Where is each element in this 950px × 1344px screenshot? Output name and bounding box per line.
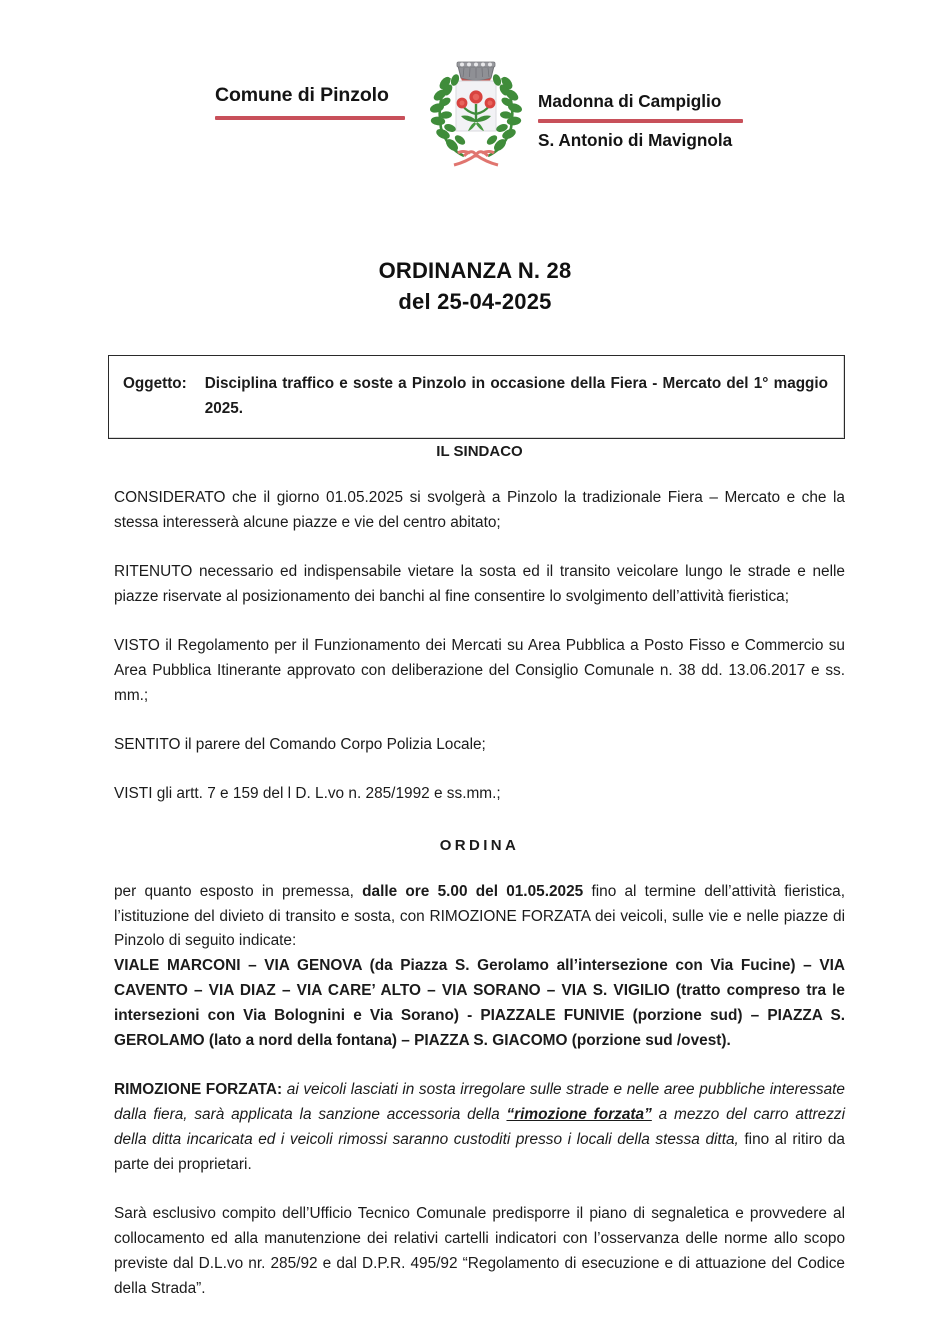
rimozione-part2: a mezzo del carro attrezzi della ditta incaricata ed i veicoli rimossi saranno custoditi presso i locali della stessa ditta,: [114, 1106, 846, 1149]
paragraph-rimozione-forzata: [114, 1078, 845, 1178]
ordina-intro-datetime: dalle ore 5.00 del 01.05.2025: [362, 882, 584, 900]
oggetto-text: Disciplina traffico e soste a Pinzolo in occasione della Fiera - Mercato del 1° maggio 2025.: [204, 375, 828, 417]
paragraph-visto: VISTO il Regolamento per il Funzionamento dei Mercati su Area Pubblica a Posto Fisso e Commercio su Area Pubblica Itinerante approvato con deliberazione del Consiglio Comunale n. 38 dd. 13.06.2017 e ss. mm.;: [114, 636, 845, 704]
coat-of-arms-icon: [414, 52, 538, 174]
rimozione-label: RIMOZIONE FORZATA:: [114, 1081, 283, 1099]
paragraph-sentito: SENTITO il parere del Comando Corpo Polizia Locale;: [114, 735, 486, 753]
rimozione-part3: fino al ritiro da parte dei proprietari.: [114, 1131, 845, 1174]
ordina-intro-part2: fino al termine dell’attività fieristica, l’istituzione del divieto di transito e sosta, con RIMOZIONE FORZATA dei veicoli, sulle vie e nelle piazze di Pinzolo di seguito indicate:: [114, 882, 845, 950]
heading-ordina: ORDINA: [439, 836, 520, 854]
ordinanza-number: ORDINANZA N. 28: [378, 258, 572, 283]
header-right-block: [538, 90, 768, 152]
document-body: [114, 443, 845, 1326]
paragraph-ufficio-tecnico: Sarà esclusivo compito dell’Ufficio Tecnico Comunale predisporre il piano di segnaletica e provvedere al collocamento ed alla manutenzione dei relativi cartelli indicatori con l’osservanza delle norme allo scopo previste dal D.L.vo nr. 285/92 e dal D.P.R. 495/92 “Regolamento di esecuzione e di attuazione del Codice della Strada”.: [114, 1205, 845, 1297]
page-title: [0, 255, 950, 317]
header-right-red-rule: [538, 119, 743, 123]
frazione-s-antonio-di-mavignola: S. Antonio di Mavignola: [538, 130, 733, 151]
oggetto-label: Oggetto:: [123, 375, 187, 392]
header-left-block: [215, 84, 415, 120]
rimozione-quoted-term: “rimozione forzata”: [506, 1106, 652, 1124]
paragraph-visti: VISTI gli artt. 7 e 159 del l D. L.vo n. 285/1992 e ss.mm.;: [114, 784, 501, 802]
paragraph-ordina-intro: [114, 880, 845, 955]
rimozione-part1: ai veicoli lasciati in sosta irregolare sulle strade e nelle aree pubbliche interessate dalla fiera, sarà applicata la sanzione accessoria della: [114, 1081, 845, 1124]
paragraph-considerato: CONSIDERATO che il giorno 01.05.2025 si svolgerà a Pinzolo la tradizionale Fiera – Mercato e che la stessa interesserà alcune piazze e vie del centro abitato;: [114, 489, 845, 531]
comune-title: Comune di Pinzolo: [215, 84, 389, 106]
paragraph-street-list: VIALE MARCONI – VIA GENOVA (da Piazza S. Gerolamo all’intersezione con Via Fucine) – VIA CAVENTO – VIA DIAZ – VIA CARE’ ALTO – VIA SORANO – VIA S. VIGILIO (tratto compreso tra le intersezioni con Via Bolognini e Via Sorano) - PIAZZALE FUNIVIE (porzione sud) – PIAZZA S. GEROLAMO (lato a nord della fontana) – PIAZZA S. GIACOMO (porzione sud /ovest).: [114, 957, 845, 1050]
header-left-red-rule: [215, 116, 405, 120]
crown-shape: [457, 62, 495, 83]
document-header: [0, 52, 950, 178]
heading-il-sindaco: IL SINDACO: [436, 443, 523, 460]
oggetto-box: [108, 355, 845, 439]
ordina-intro-part1: per quanto esposto in premessa,: [114, 882, 363, 900]
paragraph-ritenuto: RITENUTO necessario ed indispensabile vietare la sosta ed il transito veicolare lungo le strade e nelle piazze riservate al posizionamento dei banchi al fine consentire lo svolgimento dell’attività fieristica;: [114, 562, 845, 605]
ordinanza-date: del 25-04-2025: [398, 289, 552, 315]
frazione-madonna-di-campiglio: Madonna di Campiglio: [538, 91, 722, 111]
